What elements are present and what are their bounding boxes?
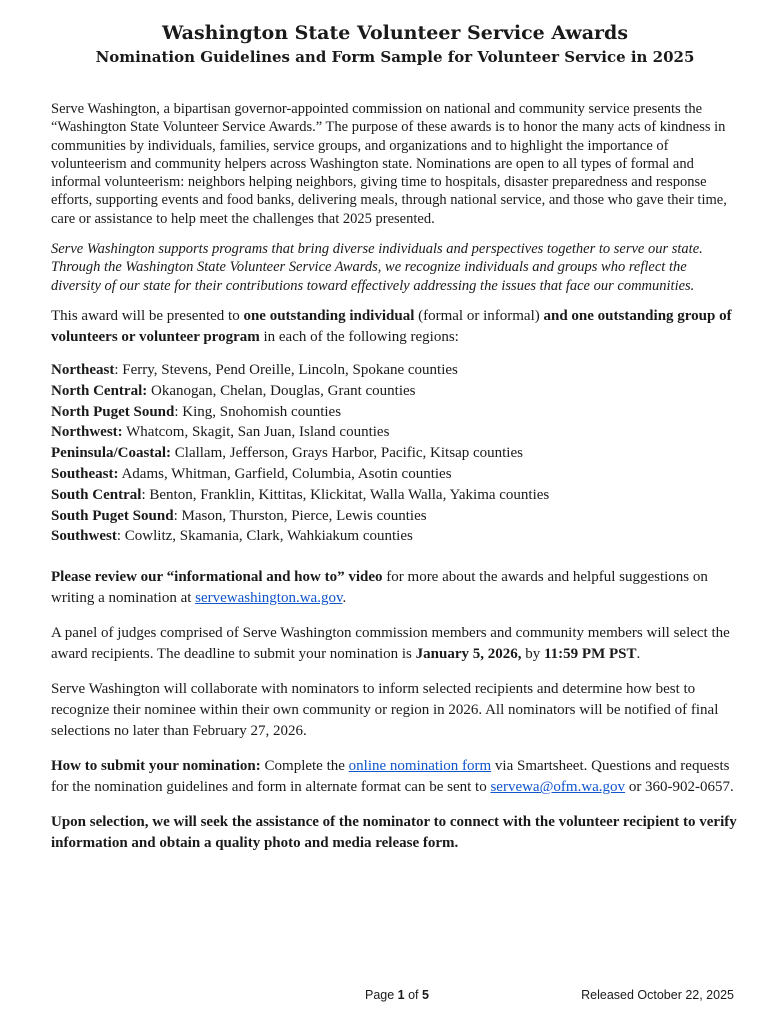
region-name: North Central: (51, 382, 148, 399)
award-text-2: (formal or informal) (414, 307, 544, 324)
total-pages: 5 (422, 988, 429, 1002)
diversity-statement: Serve Washington supports programs that bring diverse individuals and perspectives together to serve our state. Through the Washington State Volunteer Service Awards, we recognize individuals and groups who reflect the diversity of our state for their contributions toward effectively addressing the issues that face our communities. (51, 241, 703, 294)
video-text: for more about the awards and helpful suggestions on writing a nomination at (51, 569, 708, 607)
region-name: Northeast (51, 361, 115, 378)
region-name: South Central (51, 486, 142, 503)
region-item (51, 485, 739, 506)
online-nomination-form-link[interactable]: online nomination form (348, 758, 492, 775)
region-name: Southeast: (51, 465, 119, 482)
how-to-submit-paragraph (51, 756, 739, 798)
region-item (51, 402, 739, 423)
selection-text: Upon selection, we will seek the assistance of the nominator to connect with the volunteer recipient to verify information and obtain a quality photo and media release form. (51, 814, 737, 852)
region-name: Southwest (51, 528, 117, 545)
howto-text-2: via Smartsheet. Questions and requests for the nomination guidelines and form in alternate format can be sent to (51, 758, 730, 796)
region-counties: Whatcom, Skagit, San Juan, Island counties (126, 424, 390, 441)
region-name: Peninsula/Coastal: (51, 445, 172, 462)
video-paragraph (51, 567, 739, 609)
panel-by: by (521, 646, 544, 663)
regions-list (51, 360, 739, 547)
region-item (51, 464, 739, 485)
collaborate-paragraph: Serve Washington will collaborate with nominators to inform selected recipients and determine how best to recognize their nominee within their own community or region in 2026. All nominators will be notified of final selections no later than February 27, 2026. (51, 681, 719, 740)
document-title: Washington State Volunteer Service Awards (161, 22, 629, 44)
region-item (51, 526, 739, 547)
region-separator: : (141, 486, 150, 503)
region-separator: : (114, 361, 123, 378)
region-counties: Okanogan, Chelan, Douglas, Grant counties (150, 382, 416, 399)
region-counties: Cowlitz, Skamania, Clark, Wahkiakum counties (124, 528, 413, 545)
award-text-3: in each of the following regions: (259, 328, 459, 345)
page-footer (0, 988, 770, 1006)
current-page: 1 (397, 988, 405, 1002)
page-prefix: Page (365, 988, 398, 1002)
region-item (51, 422, 739, 443)
region-item (51, 360, 739, 381)
document-subtitle: Nomination Guidelines and Form Sample for Volunteer Service in 2025 (95, 48, 695, 66)
region-counties: Adams, Whitman, Garfield, Columbia, Asotin counties (121, 465, 452, 482)
deadline-time: 11:59 PM PST (544, 646, 637, 663)
region-counties: Benton, Franklin, Kittitas, Klickitat, Walla Walla, Yakima counties (149, 486, 550, 503)
video-bold-text: Please review our “informational and how to” video (51, 569, 383, 586)
deadline-date: January 5, 2026, (415, 646, 522, 663)
panel-paragraph (51, 623, 739, 665)
region-name: North Puget Sound (51, 403, 175, 420)
award-bold-group: and one outstanding group of volunteers or volunteer program (51, 307, 732, 345)
region-counties: King, Snohomish counties (182, 403, 342, 420)
region-separator: : (173, 507, 182, 524)
region-item (51, 443, 739, 464)
email-link[interactable]: servewa@ofm.wa.gov (490, 779, 626, 796)
region-item (51, 381, 739, 402)
region-separator: : (174, 403, 183, 420)
region-name: South Puget Sound (51, 507, 174, 524)
award-paragraph (51, 306, 739, 348)
award-bold-individual: one outstanding individual (243, 307, 415, 324)
intro-paragraph: Serve Washington, a bipartisan governor-appointed commission on national and community service presents the “Washington State Volunteer Service Awards.” The purpose of these awards is to honor the many acts of kindness in communities by individuals, families, service groups, and organizations and to highlight the importance of volunteerism and community helpers across Washington state. Nominations are open to all types of formal and informal volunteerism: neighbors helping neighbors, giving time to hospitals, disaster preparedness and response efforts, supporting events and food banks, delivering meals, through national service, and those who gave their time, care or assistance to help meet the challenges that 2025 presented. (51, 101, 727, 227)
video-end: . (342, 590, 347, 607)
page-number (365, 988, 429, 1002)
selection-paragraph (51, 812, 739, 854)
region-counties: Ferry, Stevens, Pend Oreille, Lincoln, Spokane counties (122, 361, 458, 378)
region-name: Northwest: (51, 424, 123, 441)
region-counties: Mason, Thurston, Pierce, Lewis counties (181, 507, 427, 524)
panel-text: A panel of judges comprised of Serve Washington commission members and community members will select the award recipients. The deadline to submit your nomination is (51, 625, 730, 663)
panel-end: . (636, 646, 641, 663)
release-date: Released October 22, 2025 (581, 988, 734, 1002)
how-to-submit-label: How to submit your nomination: (51, 758, 261, 775)
howto-text-3: or 360-902-0657. (625, 779, 734, 796)
region-counties: Clallam, Jefferson, Grays Harbor, Pacific, Kitsap counties (174, 445, 523, 462)
servewashington-link[interactable]: servewashington.wa.gov (195, 590, 343, 607)
award-text-1: This award will be presented to (51, 307, 244, 324)
howto-text-1: Complete the (260, 758, 349, 775)
region-separator: : (116, 528, 125, 545)
document-page (51, 20, 739, 854)
region-item (51, 506, 739, 527)
page-of: of (404, 988, 422, 1002)
